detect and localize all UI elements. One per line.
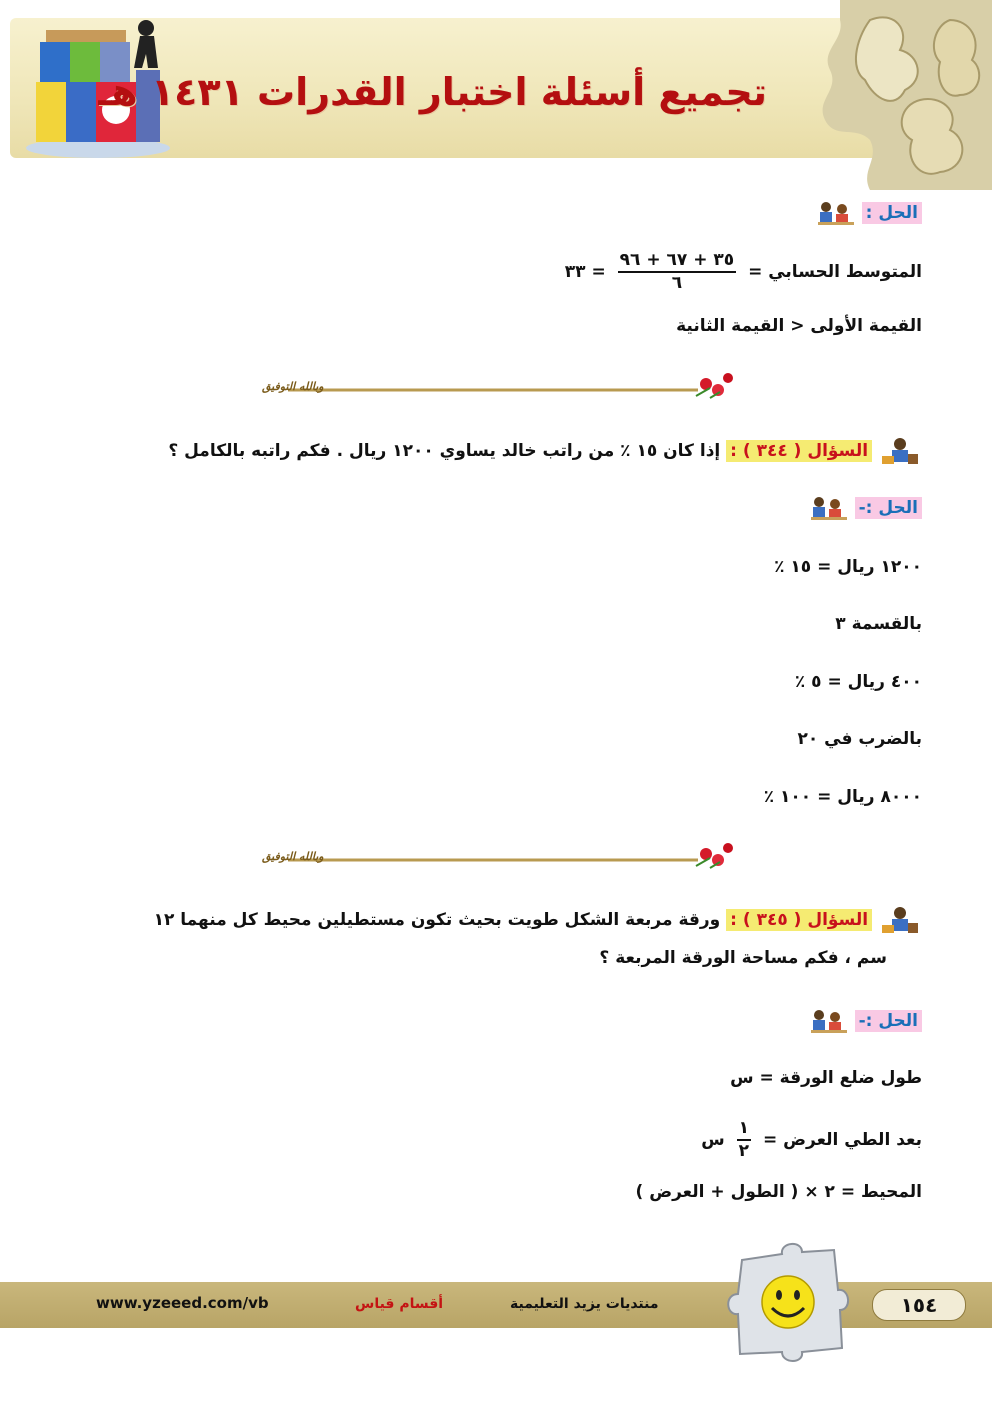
solution-step: ١٢٠٠ ريال = ١٥ ٪ <box>774 557 922 577</box>
solution-heading-2 <box>809 495 922 521</box>
mean-numerator: ٣٥ + ٦٧ + ٩٦ <box>618 252 736 273</box>
page-number: ١٥٤ <box>872 1289 966 1321</box>
divider-caption-1: وبالله التوفيق <box>262 380 324 393</box>
solution-label: الحل : <box>862 202 922 224</box>
solution-step: ٤٠٠ ريال = ٥ ٪ <box>794 672 922 692</box>
solution-label: الحل :- <box>855 497 922 519</box>
divider-caption-2: وبالله التوفيق <box>262 850 324 863</box>
question-label: السؤال ( ٣٤٥ ) : <box>726 909 872 931</box>
puzzle-pieces-image <box>800 0 992 190</box>
mean-result: = ٣٣ <box>564 262 606 282</box>
half-denominator: ٢ <box>738 1141 750 1161</box>
question-text-line2: سم ، فكم مساحة الورقة المربعة ؟ <box>599 948 887 968</box>
mean-fraction <box>618 252 736 292</box>
mean-equation <box>565 252 922 292</box>
question-344 <box>168 436 922 466</box>
solution-step: بالضرب في ٢٠ <box>797 729 922 749</box>
question-text: إذا كان ١٥ ٪ من راتب خالد يساوي ١٢٠٠ ريال . فكم راتبه بالكامل ؟ <box>168 441 721 461</box>
students-icon <box>809 495 849 521</box>
reading-student-icon <box>878 436 922 466</box>
solution-heading-3 <box>809 1008 922 1034</box>
divider-roses-2 <box>258 838 738 878</box>
comparison-line: القيمة الأولى < القيمة الثانية <box>676 316 922 336</box>
mean-prefix: المتوسط الحسابي = <box>748 262 922 282</box>
footer-forum-name: منتديات يزيد التعليمية <box>510 1296 659 1312</box>
solution-heading-1 <box>816 200 922 226</box>
question-345 <box>154 905 922 935</box>
footer-section-link[interactable]: أقسام قياس <box>355 1296 444 1312</box>
reading-student-icon <box>878 905 922 935</box>
solution-step: ٨٠٠٠ ريال = ١٠٠ ٪ <box>763 787 922 807</box>
page-title: تجميع أسئلة اختبار القدرات ١٤٣١ هـ <box>98 70 767 114</box>
side-length-line: طول ضلع الورقة = س <box>730 1068 922 1088</box>
width-after-fold-line <box>701 1120 922 1160</box>
footer-url-link[interactable]: www.yzeeed.com/vb <box>96 1294 269 1312</box>
mean-denominator: ٦ <box>671 273 683 293</box>
divider-roses-1 <box>258 368 738 408</box>
solution-label: الحل :- <box>855 1010 922 1032</box>
half-fraction <box>737 1120 751 1160</box>
perimeter-line: المحيط = ٢ × ( الطول + العرض ) <box>635 1182 922 1202</box>
question-text-line1: ورقة مربعة الشكل طويت بحيث تكون مستطيلين محيط كل منهما ١٢ <box>153 910 721 930</box>
students-icon <box>809 1008 849 1034</box>
question-label: السؤال ( ٣٤٤ ) : <box>726 440 872 462</box>
students-icon <box>816 200 856 226</box>
width-prefix: بعد الطي العرض = <box>762 1130 922 1150</box>
half-numerator: ١ <box>737 1120 751 1141</box>
smiley-puzzle-icon <box>722 1240 854 1362</box>
solution-step: بالقسمة ٣ <box>835 614 922 634</box>
width-variable: س <box>701 1130 725 1150</box>
